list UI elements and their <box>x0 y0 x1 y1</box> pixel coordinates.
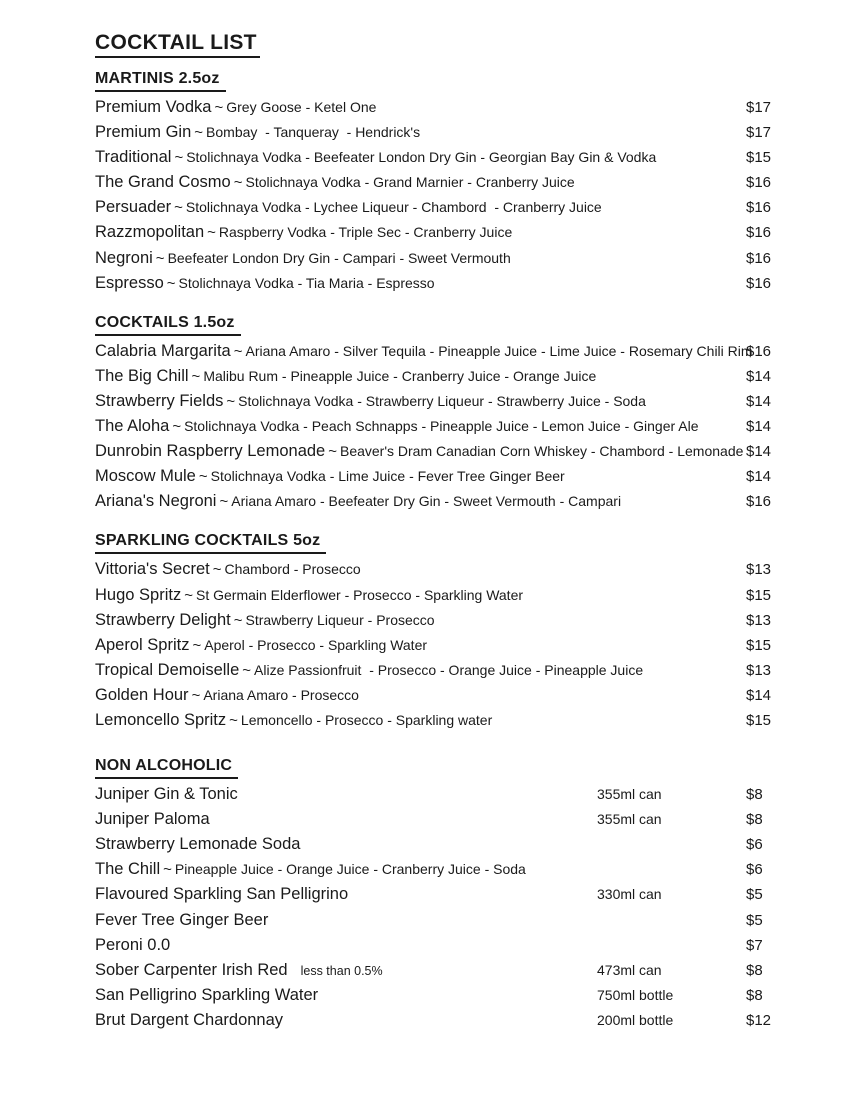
item-size: 330ml can <box>597 886 662 903</box>
item-name: Dunrobin Raspberry Lemonade <box>95 442 326 461</box>
menu-item-row <box>95 170 795 195</box>
tilde-separator: ~ <box>242 661 252 679</box>
tilde-separator: ~ <box>207 224 216 242</box>
item-price: $8 <box>746 986 763 1004</box>
menu-item-row <box>95 271 795 296</box>
item-name: Strawberry Fields <box>95 391 224 410</box>
tilde-separator: ~ <box>174 199 183 217</box>
item-name: The Aloha <box>95 417 170 436</box>
item-ingredients: Stolichnaya Vodka - Grand Marnier - Cranberry Juice <box>245 174 575 191</box>
item-price: $16 <box>746 493 772 511</box>
section-rows <box>95 557 795 733</box>
item-name: Espresso <box>95 273 164 292</box>
item-name: Strawberry Delight <box>95 610 231 629</box>
item-price: $13 <box>746 611 772 629</box>
menu-item-row <box>95 195 795 220</box>
item-size: 473ml can <box>597 961 662 978</box>
item-ingredients: Bombay - Tanqueray - Hendrick's <box>206 124 421 141</box>
tilde-separator: ~ <box>226 392 236 410</box>
tilde-separator: ~ <box>233 174 243 192</box>
item-name: Juniper Gin & Tonic <box>95 785 238 804</box>
item-price: $15 <box>746 636 772 654</box>
item-price: $14 <box>746 418 772 436</box>
menu-section <box>95 313 850 515</box>
item-price: $14 <box>746 686 772 704</box>
item-name: Calabria Margarita <box>95 341 231 360</box>
menu-item-row <box>95 439 795 464</box>
tilde-separator: ~ <box>192 636 202 654</box>
menu-item-row <box>95 782 795 807</box>
menu-item-row <box>95 489 795 514</box>
menu-item-row <box>95 95 795 120</box>
item-price: $5 <box>746 886 763 904</box>
item-ingredients: Chambord - Prosecco <box>224 561 361 578</box>
item-name: Fever Tree Ginger Beer <box>95 910 269 929</box>
tilde-separator: ~ <box>166 274 176 292</box>
tilde-separator: ~ <box>191 367 201 385</box>
item-name: Sober Carpenter Irish Red <box>95 960 288 979</box>
item-price: $13 <box>746 561 772 579</box>
item-ingredients: Ariana Amaro - Prosecco <box>203 686 359 703</box>
item-price: $7 <box>746 936 763 954</box>
menu-item-row <box>95 908 795 933</box>
item-name: Peroni 0.0 <box>95 935 171 954</box>
item-price: $17 <box>746 99 772 116</box>
menu-section <box>95 69 850 296</box>
item-price: $16 <box>746 224 772 242</box>
tilde-separator: ~ <box>163 861 172 879</box>
item-name: The Big Chill <box>95 366 189 385</box>
item-price: $14 <box>746 443 772 461</box>
menu-item-row <box>95 608 795 633</box>
item-name: Flavoured Sparkling San Pelligrino <box>95 885 349 904</box>
tilde-separator: ~ <box>229 711 238 729</box>
item-price: $15 <box>746 149 772 167</box>
item-price: $8 <box>746 961 763 979</box>
menu-item-row <box>95 583 795 608</box>
section-heading: COCKTAILS 1.5oz <box>95 313 241 336</box>
menu-item-row <box>95 339 795 364</box>
item-price: $14 <box>746 392 772 410</box>
item-ingredients: Beefeater London Dry Gin - Campari - Sweet Vermouth <box>167 249 511 266</box>
item-ingredients: Stolichnaya Vodka - Peach Schnapps - Pineapple Juice - Lemon Juice - Ginger Ale <box>184 418 699 435</box>
tilde-separator: ~ <box>155 249 165 267</box>
item-ingredients: Stolichnaya Vodka - Lychee Liqueur - Chambord - Cranberry Juice <box>185 199 602 216</box>
item-name: Lemoncello Spritz <box>95 710 227 729</box>
menu-item-row <box>95 683 795 708</box>
item-name: The Grand Cosmo <box>95 173 231 192</box>
item-ingredients: Ariana Amaro - Beefeater Dry Gin - Sweet Vermouth - Campari <box>231 493 622 510</box>
section-rows <box>95 339 795 515</box>
section-rows <box>95 95 795 296</box>
item-name: San Pelligrino Sparkling Water <box>95 985 319 1004</box>
section-heading: NON ALCOHOLIC <box>95 756 238 779</box>
item-note: less than 0.5% <box>300 963 383 978</box>
item-size: 750ml bottle <box>597 986 674 1003</box>
item-price: $15 <box>746 586 772 604</box>
item-ingredients: Ariana Amaro - Silver Tequila - Pineapple Juice - Lime Juice - Rosemary Chili Rim <box>245 342 753 359</box>
menu-section <box>95 756 850 1033</box>
menu-item-row <box>95 120 795 145</box>
item-ingredients: Grey Goose - Ketel One <box>226 99 377 115</box>
item-size: 200ml bottle <box>597 1011 674 1028</box>
menu-item-row <box>95 364 795 389</box>
item-name: Moscow Mule <box>95 467 196 486</box>
item-name: The Chill <box>95 860 161 879</box>
tilde-separator: ~ <box>212 561 222 579</box>
menu-item-row <box>95 145 795 170</box>
item-ingredients: Alize Passionfruit - Prosecco - Orange Juice - Pineapple Juice <box>254 661 644 678</box>
menu-item-row <box>95 807 795 832</box>
item-name: Persuader <box>95 198 172 217</box>
item-price: $5 <box>746 911 763 929</box>
item-name: Razzmopolitan <box>95 223 205 242</box>
tilde-separator: ~ <box>184 586 193 604</box>
item-name: Negroni <box>95 248 153 267</box>
tilde-separator: ~ <box>198 468 208 486</box>
item-price: $16 <box>746 174 772 192</box>
menu-item-row <box>95 832 795 857</box>
item-price: $14 <box>746 367 772 385</box>
tilde-separator: ~ <box>172 418 182 436</box>
item-price: $16 <box>746 342 772 360</box>
item-name: Tropical Demoiselle <box>95 660 240 679</box>
menu-item-row <box>95 557 795 582</box>
item-name: Ariana's Negroni <box>95 492 217 511</box>
item-price: $8 <box>746 811 763 829</box>
item-name: Aperol Spritz <box>95 635 190 654</box>
tilde-separator: ~ <box>214 99 224 116</box>
item-ingredients: Stolichnaya Vodka - Tia Maria - Espresso <box>178 274 435 291</box>
menu-item-row <box>95 857 795 882</box>
item-name: Brut Dargent Chardonnay <box>95 1010 284 1029</box>
item-name: Hugo Spritz <box>95 585 182 604</box>
tilde-separator: ~ <box>174 149 184 167</box>
menu-item-row <box>95 708 795 733</box>
tilde-separator: ~ <box>194 124 204 142</box>
menu-item-row <box>95 246 795 271</box>
menu-item-row <box>95 958 795 983</box>
section-heading: SPARKLING COCKTAILS 5oz <box>95 531 326 554</box>
tilde-separator: ~ <box>233 611 243 629</box>
item-ingredients: Stolichnaya Vodka - Strawberry Liqueur - Strawberry Juice - Soda <box>238 392 646 409</box>
item-size: 355ml can <box>597 811 662 828</box>
item-price: $6 <box>746 836 763 854</box>
section-heading: MARTINIS 2.5oz <box>95 69 226 92</box>
menu-item-row <box>95 882 795 907</box>
menu-item-row <box>95 389 795 414</box>
menu-item-row <box>95 464 795 489</box>
tilde-separator: ~ <box>219 493 229 511</box>
item-ingredients: St Germain Elderflower - Prosecco - Sparkling Water <box>195 586 524 603</box>
item-ingredients: Stolichnaya Vodka - Lime Juice - Fever Tree Ginger Beer <box>210 468 565 485</box>
menu-item-row <box>95 220 795 245</box>
item-name: Juniper Paloma <box>95 810 210 829</box>
menu-item-row <box>95 658 795 683</box>
menu-item-row <box>95 933 795 958</box>
item-price: $17 <box>746 124 772 142</box>
item-price: $12 <box>746 1011 772 1029</box>
item-ingredients: Strawberry Liqueur - Prosecco <box>245 611 435 628</box>
item-price: $16 <box>746 274 772 292</box>
item-name: Premium Gin <box>95 123 192 142</box>
item-name: Strawberry Lemonade Soda <box>95 835 301 854</box>
tilde-separator: ~ <box>328 443 337 461</box>
tilde-separator: ~ <box>191 686 201 704</box>
item-price: $16 <box>746 199 772 217</box>
menu-sections <box>95 69 850 1033</box>
item-price: $13 <box>746 661 772 679</box>
item-name: Golden Hour <box>95 685 189 704</box>
menu-item-row <box>95 414 795 439</box>
item-ingredients: Malibu Rum - Pineapple Juice - Cranberry Juice - Orange Juice <box>203 367 597 384</box>
item-price: $16 <box>746 249 772 267</box>
item-ingredients: Stolichnaya Vodka - Beefeater London Dry Gin - Georgian Bay Gin & Vodka <box>186 149 657 166</box>
tilde-separator: ~ <box>233 342 243 360</box>
item-name: Premium Vodka <box>95 98 212 116</box>
item-name: Vittoria's Secret <box>95 560 210 579</box>
item-ingredients: Raspberry Vodka - Triple Sec - Cranberry Juice <box>218 224 513 241</box>
page-title: COCKTAIL LIST <box>95 31 260 58</box>
item-price: $6 <box>746 861 763 879</box>
menu-item-row <box>95 633 795 658</box>
section-rows <box>95 782 795 1033</box>
menu-item-row <box>95 983 795 1008</box>
menu-section <box>95 531 850 733</box>
item-ingredients: Beaver's Dram Canadian Corn Whiskey - Chambord - Lemonade <box>339 443 744 460</box>
item-price: $14 <box>746 468 772 486</box>
menu-item-row <box>95 1008 795 1033</box>
item-price: $15 <box>746 711 772 729</box>
item-ingredients: Pineapple Juice - Orange Juice - Cranberry Juice - Soda <box>174 861 526 878</box>
item-name: Traditional <box>95 148 172 167</box>
item-ingredients: Lemoncello - Prosecco - Sparkling water <box>240 711 493 728</box>
item-price: $8 <box>746 786 763 804</box>
item-ingredients: Aperol - Prosecco - Sparkling Water <box>204 636 428 653</box>
item-size: 355ml can <box>597 786 662 803</box>
